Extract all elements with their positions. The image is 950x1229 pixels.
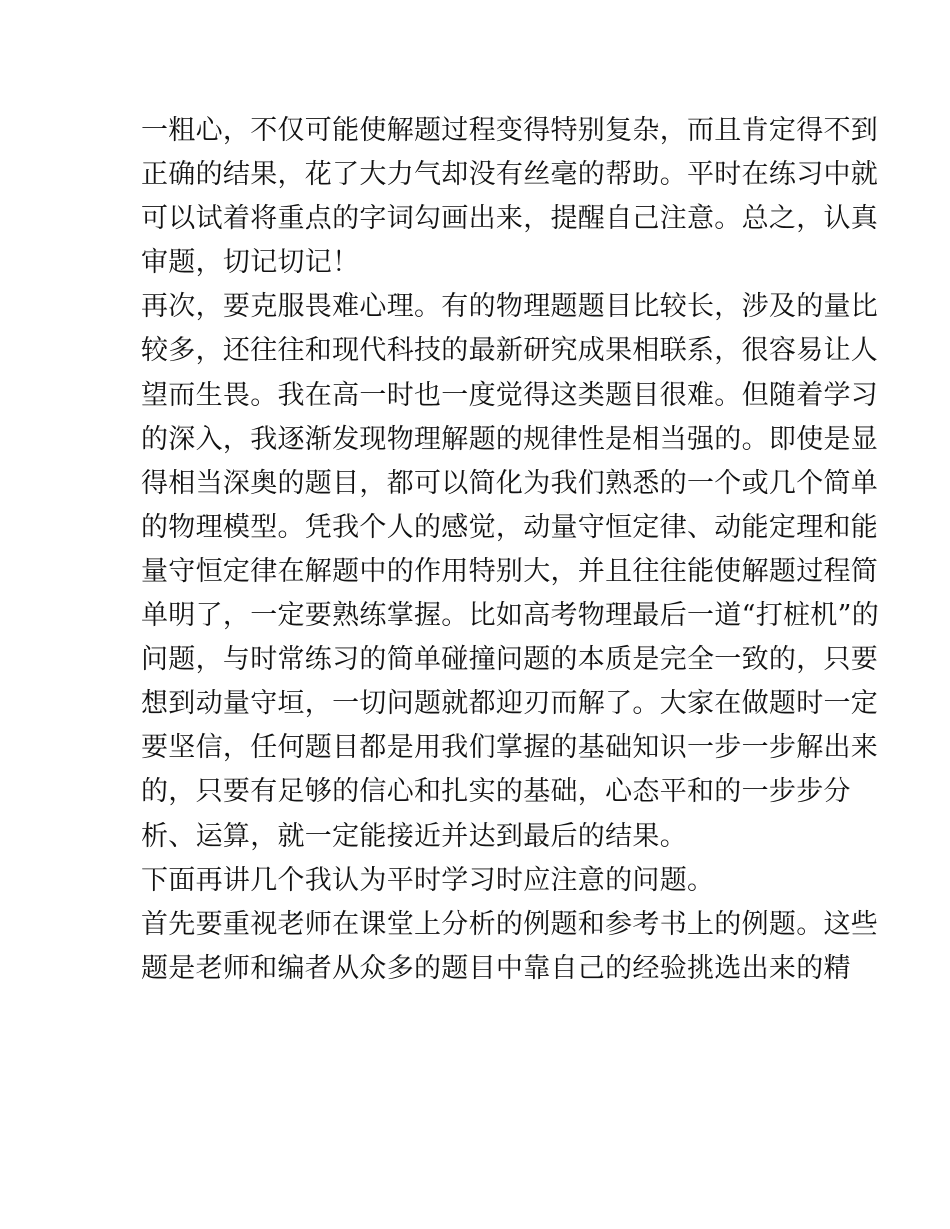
text-line: 想到动量守垣，一切问题就都迎刃而解了。大家在做题时一定 — [141, 688, 879, 720]
text-line: 下面再讲几个我认为平时学习时应注意的问题。 — [141, 864, 715, 896]
text-line: 问题，与时常练习的简单碰撞问题的本质是完全一致的，只要 — [141, 644, 879, 676]
text-line: 的，只要有足够的信心和扎实的基础，心态平和的一步步分 — [141, 776, 851, 808]
text-line: 得相当深奥的题目，都可以简化为我们熟悉的一个或几个简单 — [141, 467, 879, 499]
text-line: 再次，要克服畏难心理。有的物理题题目比较长，涉及的量比 — [141, 291, 879, 323]
text-line: 正确的结果，花了大力气却没有丝毫的帮助。平时在练习中就 — [141, 159, 879, 191]
text-line: 量守恒定律在解题中的作用特别大，并且往往能使解题过程简 — [141, 555, 879, 587]
text-line: 的深入，我逐渐发现物理解题的规律性是相当强的。即使是显 — [141, 423, 879, 455]
text-line: 可以试着将重点的字词勾画出来，提醒自己注意。总之，认真 — [141, 203, 879, 235]
text-line: 要坚信，任何题目都是用我们掌握的基础知识一步一步解出来 — [141, 732, 879, 764]
body-text — [141, 109, 880, 991]
text-line: 望而生畏。我在高一时也一度觉得这类题目很难。但随着学习 — [141, 379, 879, 411]
text-line: 审题，切记切记！ — [141, 247, 360, 279]
text-line: 的物理模型。凭我个人的感觉，动量守恒定律、动能定理和能 — [141, 511, 879, 543]
text-line: 析、运算，就一定能接近并达到最后的结果。 — [141, 820, 687, 852]
text-line: 一粗心，不仅可能使解题过程变得特别复杂，而且肯定得不到 — [141, 115, 879, 146]
text-line: 题是老师和编者从众多的题目中靠自己的经验挑选出来的精 — [141, 952, 851, 984]
text-line: 单明了，一定要熟练掌握。比如高考物理最后一道“打桩机”的 — [141, 600, 880, 632]
text-line: 较多，还往往和现代科技的最新研究成果相联系，很容易让人 — [141, 335, 879, 367]
text-line: 首先要重视老师在课堂上分析的例题和参考书上的例题。这些 — [141, 908, 879, 940]
